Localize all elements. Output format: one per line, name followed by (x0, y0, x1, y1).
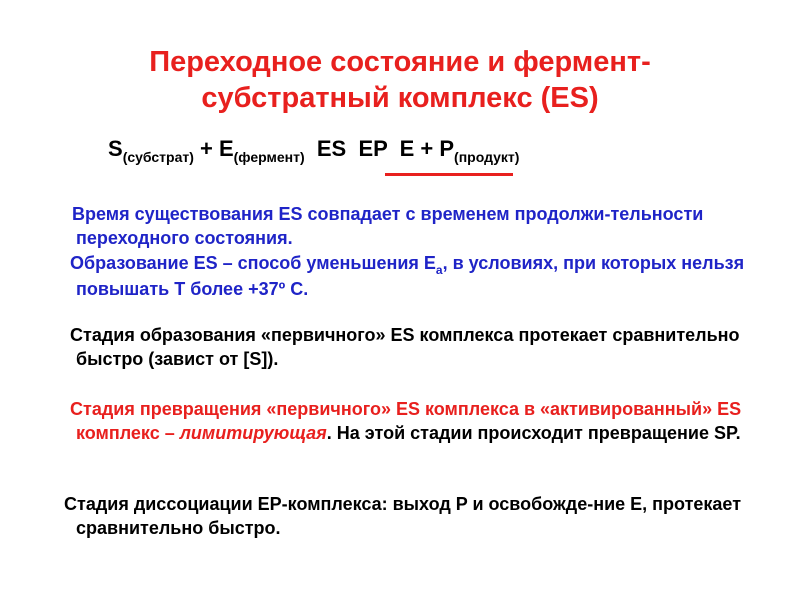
paragraph-primary-formation (66, 323, 782, 371)
paragraph-es-formation (66, 251, 782, 301)
page-title (0, 44, 800, 116)
reaction-e-subscript: (фермент) (233, 149, 305, 165)
paragraph-activation-text-a: Стадия превращения «первичного» ES комплекса в «активированный» ES комплекс – (70, 399, 742, 443)
paragraph-activation-text-b: . На этой стадии происходит превращение SP. (326, 423, 741, 443)
reaction-s-subscript: (субстрат) (122, 149, 194, 165)
paragraph-es-formation-text-a: Образование ES – способ уменьшения E (70, 253, 436, 273)
paragraph-es-lifetime (62, 202, 786, 250)
paragraph-activation-italic: лимитирующая (179, 423, 327, 443)
title-line-2: субстратный комплекс (ES) (201, 82, 599, 114)
paragraph-dissociation-text: Стадия диссоциации EP-комплекса: выход P и освобожде-ние E, протекает сравнительно быстро. (64, 494, 742, 538)
reaction-s: S (108, 136, 123, 161)
paragraph-es-lifetime-text: Время существования ES совпадает с временем продолжи-тельности переходного состояния. (72, 204, 704, 248)
reaction-p-subscript: (продукт) (454, 149, 520, 165)
paragraph-es-formation-subscript: a (435, 263, 443, 277)
reaction-arrows: ES EP E + P (304, 136, 455, 161)
paragraph-activation-stage (66, 397, 782, 445)
paragraph-primary-formation-text: Стадия образования «первичного» ES комплекса протекает сравнительно быстро (завист от [S]). (70, 325, 740, 369)
paragraph-dissociation-stage (60, 492, 788, 540)
reaction-plus-e: + E (193, 136, 234, 161)
reaction-equation (108, 136, 520, 165)
title-line-1: Переходное состояние и фермент- (149, 46, 651, 78)
paragraph-es-formation-text-b: , в условиях, при которых нельзя повышать Т более +37º С. (76, 253, 745, 299)
reaction-underline (385, 173, 513, 176)
